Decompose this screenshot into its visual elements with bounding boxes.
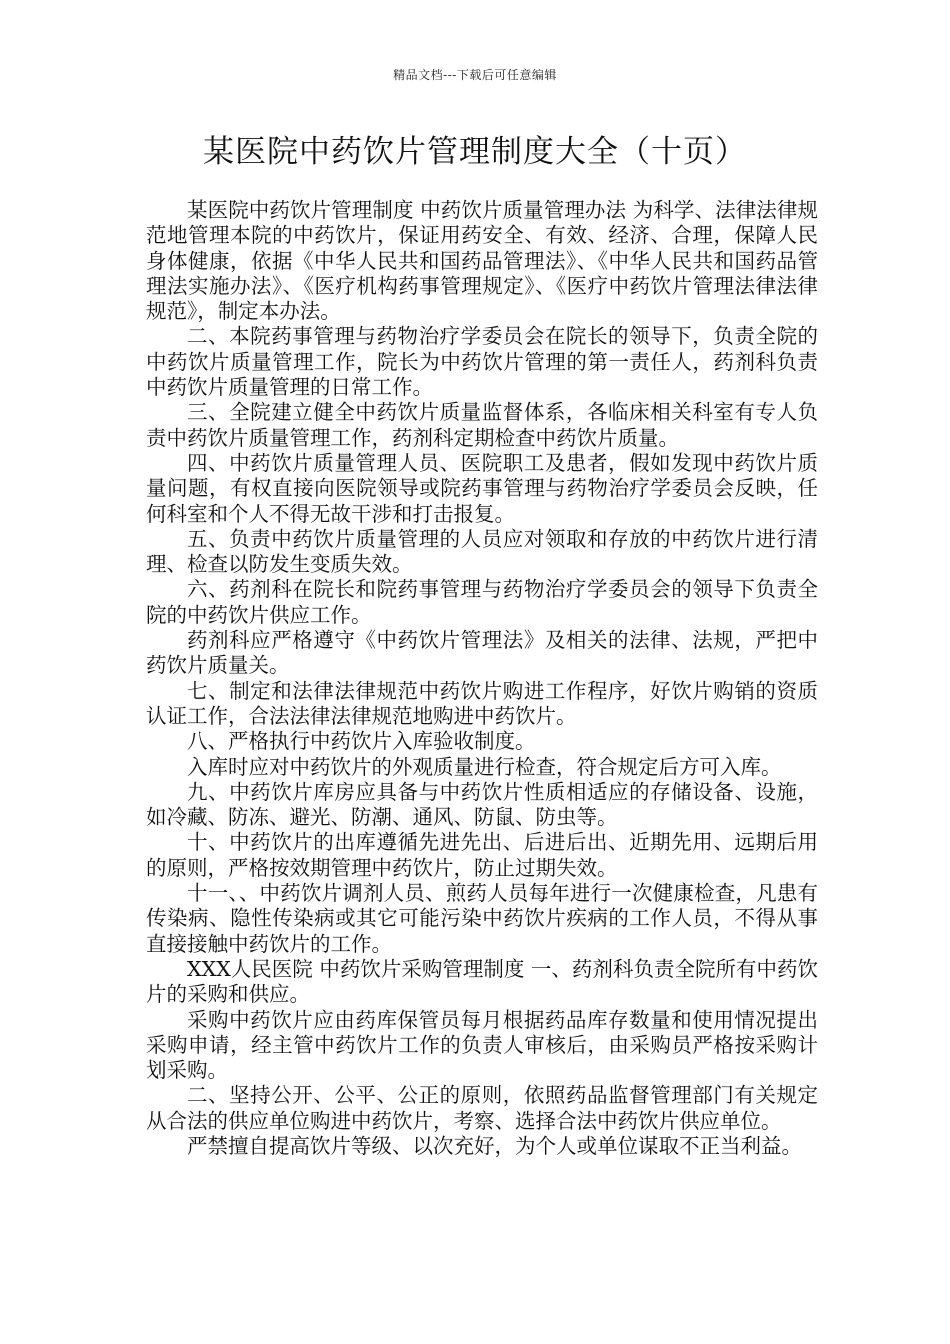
paragraph: 十、中药饮片的出库遵循先进先出、后进后出、近期先用、远期后用的原则，严格按效期管理中药饮片，防止过期失效。 — [146, 830, 818, 880]
paragraph: 严禁擅自提高饮片等级、以次充好，为个人或单位谋取不正当利益。 — [187, 1133, 802, 1158]
paragraph: 某医院中药饮片管理制度 中药饮片质量管理办法 为科学、法律法律规范地管理本院的中药饮片，保证用药安全、有效、经济、合理，保障人民身体健康，依据《中华人民共和国药品管理法》、《中华人民共和国药品管理法实施办法》、《医疗机构药事管理规定》、《医疗中药饮片管理法律法律规范》，制定本办法。 — [146, 198, 818, 324]
document-title: 某医院中药饮片管理制度大全（十页） — [203, 134, 747, 170]
paragraph: 二、坚持公开、公平、公正的原则，依照药品监督管理部门有关规定从合法的供应单位购进中药饮片，考察、选择合法中药饮片供应单位。 — [146, 1083, 818, 1133]
paragraph: 六、药剂科在院长和院药事管理与药物治疗学委员会的领导下负责全院的中药饮片供应工作。 — [146, 577, 818, 627]
paragraph: 九、中药饮片库房应具备与中药饮片性质相适应的存储设备、设施，如冷藏、防冻、避光、防潮、通风、防鼠、防虫等。 — [146, 779, 818, 830]
paragraph: 八、严格执行中药饮片入库验收制度。 — [187, 729, 536, 754]
paragraph: 三、全院建立健全中药饮片质量监督体系，各临床相关科室有专人负责中药饮片质量管理工作，药剂科定期检查中药饮片质量。 — [146, 400, 818, 450]
paragraph: 十一、、中药饮片调剂人员、煎药人员每年进行一次健康检查，凡患有传染病、隐性传染病或其它可能污染中药饮片疾病的工作人员，不得从事直接接触中药饮片的工作。 — [146, 881, 818, 956]
paragraph: 七、制定和法律法律规范中药饮片购进工作程序，好饮片购销的资质认证工作，合法法律法律规范地购进中药饮片。 — [146, 678, 818, 728]
header-note: 精品文档---下载后可任意编辑 — [393, 68, 557, 82]
paragraph: 药剂科应严格遵守《中药饮片管理法》及相关的法律、法规，严把中药饮片质量关。 — [146, 628, 818, 678]
paragraph: 采购中药饮片应由药库保管员每月根据药品库存数量和使用情况提出采购申请，经主管中药饮片工作的负责人审核后，由采购员严格按采购计划采购。 — [146, 1007, 818, 1083]
paragraph: XXX人民医院 中药饮片采购管理制度 一、药剂科负责全院所有中药饮片的采购和供应。 — [146, 956, 818, 1007]
document-body — [146, 198, 818, 1159]
paragraph: 四、中药饮片质量管理人员、医院职工及患者，假如发现中药饮片质量问题，有权直接向医院领导或院药事管理与药物治疗学委员会反映，任何科室和个人不得无故干涉和打击报复。 — [146, 450, 818, 526]
paragraph: 二、本院药事管理与药物治疗学委员会在院长的领导下，负责全院的中药饮片质量管理工作，院长为中药饮片管理的第一责任人，药剂科负责中药饮片质量管理的日常工作。 — [146, 324, 818, 400]
paragraph: 入库时应对中药饮片的外观质量进行检查，符合规定后方可入库。 — [187, 754, 782, 779]
paragraph: 五、负责中药饮片质量管理的人员应对领取和存放的中药饮片进行清理、检查以防发生变质失效。 — [146, 526, 818, 577]
